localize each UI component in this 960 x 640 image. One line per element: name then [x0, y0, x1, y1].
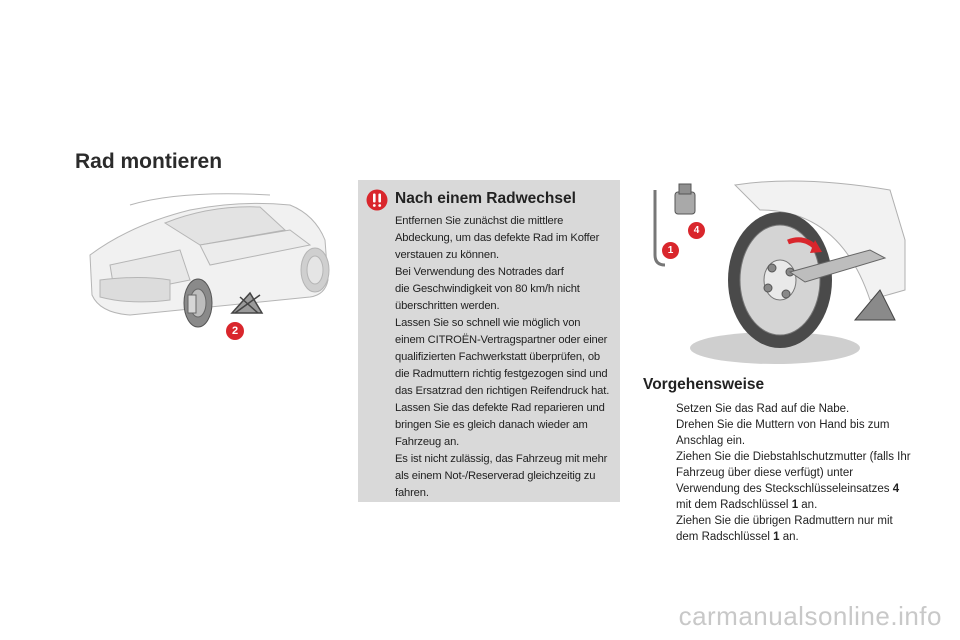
list-item: [643, 513, 913, 545]
label-1-badge: 1: [662, 242, 679, 259]
label-2-badge: 2: [226, 322, 244, 340]
warning-line: qualifizierten Fachwerkstatt überprüfen, ob: [395, 351, 600, 363]
step-text: Drehen Sie die Muttern von Hand bis zum Anschlag ein.: [676, 419, 890, 447]
car-jack-illustration: [70, 185, 345, 355]
ref-number: 4: [892, 483, 900, 495]
wheel-mounting-illustration: [640, 180, 910, 370]
warning-line: Lassen Sie so schnell wie möglich von: [395, 317, 581, 329]
warning-line: Lassen Sie das defekte Rad reparieren und: [395, 402, 605, 414]
step-text: an.: [779, 531, 799, 543]
ref-number: 1: [791, 499, 799, 511]
procedure-steps: [643, 401, 913, 545]
watermark: carmanualsonline.info: [678, 601, 942, 631]
step-text: an.: [798, 499, 818, 511]
warning-line: überschritten werden.: [395, 300, 500, 312]
step-text: Setzen Sie das Rad auf die Nabe.: [676, 403, 850, 415]
warning-line: einem CITROËN-Vertragspartner oder einer: [395, 334, 608, 346]
warning-line: als einem Not-/Reserverad gleichzeitig zu: [395, 470, 596, 482]
page-title: Rad montieren: [75, 150, 223, 173]
step-text: mit dem Radschlüssel: [676, 499, 792, 511]
warning-line: Es ist nicht zulässig, das Fahrzeug mit mehr: [395, 453, 608, 465]
step-text: Ziehen Sie die übrigen Radmuttern nur mit dem Radschlüssel: [676, 515, 893, 543]
list-item: [643, 401, 913, 417]
procedure-title: Vorgehensweise: [643, 376, 765, 393]
warning-title: Nach einem Radwechsel: [395, 190, 576, 207]
warning-line: Bei Verwendung des Notrades darf: [395, 266, 564, 278]
warning-line: die Geschwindigkeit von 80 km/h nicht: [395, 283, 580, 295]
list-item: [643, 417, 913, 449]
ref-number: 1: [773, 531, 780, 543]
list-item: [643, 449, 913, 513]
warning-line: Fahrzeug an.: [395, 436, 460, 448]
warning-line: verstauen zu können.: [395, 249, 499, 261]
warning-line: fahren.: [395, 487, 429, 499]
warning-line: Entfernen Sie zunächst die mittlere: [395, 215, 564, 227]
warning-icon: [366, 189, 388, 211]
warning-line: bringen Sie es gleich danach wieder am: [395, 419, 588, 431]
warning-line: Abdeckung, um das defekte Rad im Koffer: [395, 232, 600, 244]
warning-box: [358, 180, 620, 502]
warning-text: [395, 213, 615, 502]
warning-line: die Radmuttern richtig festgezogen sind und: [395, 368, 608, 380]
label-4-badge: 4: [688, 222, 705, 239]
step-text: Ziehen Sie die Diebstahlschutzmutter (falls Ihr Fahrzeug über diese verfügt) unter Verwendung des Steckschlüsseleinsatzes: [676, 451, 911, 495]
warning-line: das Ersatzrad den richtigen Reifendruck hat.: [395, 385, 610, 397]
